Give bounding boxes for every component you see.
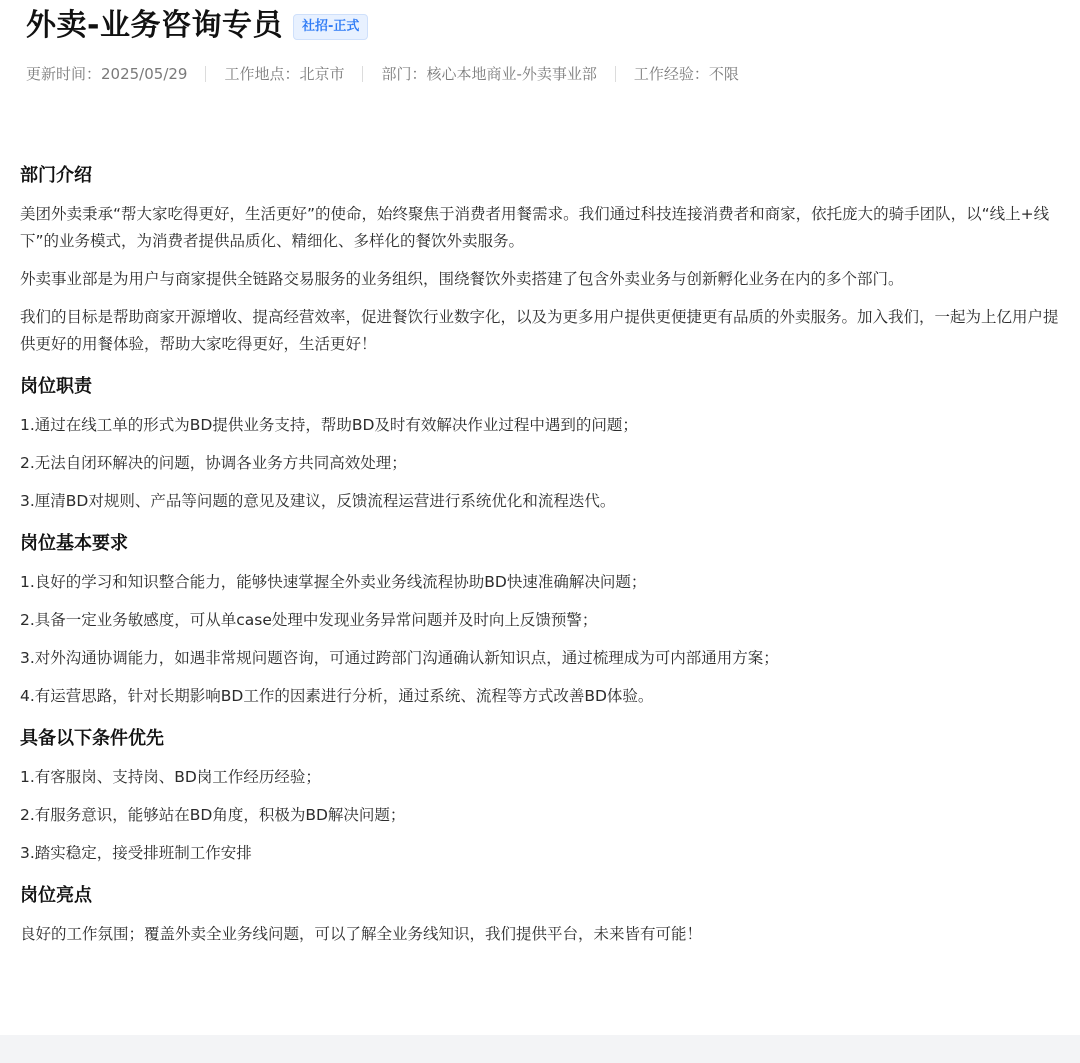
section-department-intro	[20, 163, 1072, 358]
meta-department: 部门：核心本地商业-外卖事业部	[381, 65, 597, 83]
meta-location: 工作地点：北京市	[224, 65, 345, 83]
section-paragraph: 良好的工作氛围；覆盖外卖全业务线问题，可以了解全业务线知识，我们提供平台，未来皆有可能！	[20, 925, 703, 943]
section-heading: 具备以下条件优先	[20, 728, 164, 749]
section-highlights	[20, 883, 1072, 948]
section-paragraph: 1.良好的学习和知识整合能力，能够快速掌握全外卖业务线流程协助BD快速准确解决问题；	[20, 573, 647, 591]
section-paragraph: 1.有客服岗、支持岗、BD岗工作经历经验；	[20, 768, 321, 786]
section-paragraph: 2.具备一定业务敏感度，可从单case处理中发现业务异常问题并及时向上反馈预警；	[20, 611, 598, 629]
meta-updated: 更新时间：2025/05/29	[26, 65, 188, 83]
section-heading: 部门介绍	[20, 165, 92, 186]
section-paragraph: 美团外卖秉承“帮大家吃得更好，生活更好”的使命，始终聚焦于消费者用餐需求。我们通过科技连接消费者和商家，依托庞大的骑手团队，以“线上+线下”的业务模式，为消费者提供品质化、精细化、多样化的餐饮外卖服务。	[20, 205, 1050, 250]
section-paragraph: 外卖事业部是为用户与商家提供全链路交易服务的业务组织，围绕餐饮外卖搭建了包含外卖业务与创新孵化业务在内的多个部门。	[20, 270, 904, 288]
meta-experience: 工作经验：不限	[633, 65, 739, 83]
section-heading: 岗位职责	[20, 376, 92, 397]
section-paragraph: 3.对外沟通协调能力，如遇非常规问题咨询，可通过跨部门沟通确认新知识点，通过梳理成为可内部通用方案；	[20, 649, 779, 667]
section-paragraph: 3.厘清BD对规则、产品等问题的意见及建议，反馈流程运营进行系统优化和流程迭代。	[20, 492, 616, 510]
section-paragraph: 3.踏实稳定，接受排班制工作安排	[20, 844, 252, 862]
section-heading: 岗位亮点	[20, 885, 92, 906]
job-description	[20, 163, 1072, 964]
section-paragraph: 4.有运营思路，针对长期影响BD工作的因素进行分析，通过系统、流程等方式改善BD体验。	[20, 687, 654, 705]
page-footer-band	[0, 1035, 1080, 1063]
section-paragraph: 2.无法自闭环解决的问题，协调各业务方共同高效处理；	[20, 454, 407, 472]
meta-divider	[205, 66, 206, 82]
title-row	[26, 8, 1060, 44]
section-paragraph: 我们的目标是帮助商家开源增收、提高经营效率，促进餐饮行业数字化，以及为更多用户提供更便捷更有品质的外卖服务。加入我们，一起为上亿用户提供更好的用餐体验，帮助大家吃得更好，生活更好！	[20, 308, 1059, 353]
meta-divider	[615, 66, 616, 82]
section-responsibilities	[20, 374, 1072, 515]
job-title: 外卖-业务咨询专员	[26, 8, 283, 43]
section-paragraph: 2.有服务意识，能够站在BD角度，积极为BD解决问题；	[20, 806, 406, 824]
job-type-badge: 社招-正式	[293, 14, 368, 40]
job-meta	[26, 64, 1060, 84]
meta-divider	[362, 66, 363, 82]
section-requirements	[20, 531, 1072, 710]
section-preferred	[20, 726, 1072, 867]
job-header	[26, 8, 1060, 84]
section-paragraph: 1.通过在线工单的形式为BD提供业务支持，帮助BD及时有效解决作业过程中遇到的问题；	[20, 416, 638, 434]
section-heading: 岗位基本要求	[20, 533, 128, 554]
